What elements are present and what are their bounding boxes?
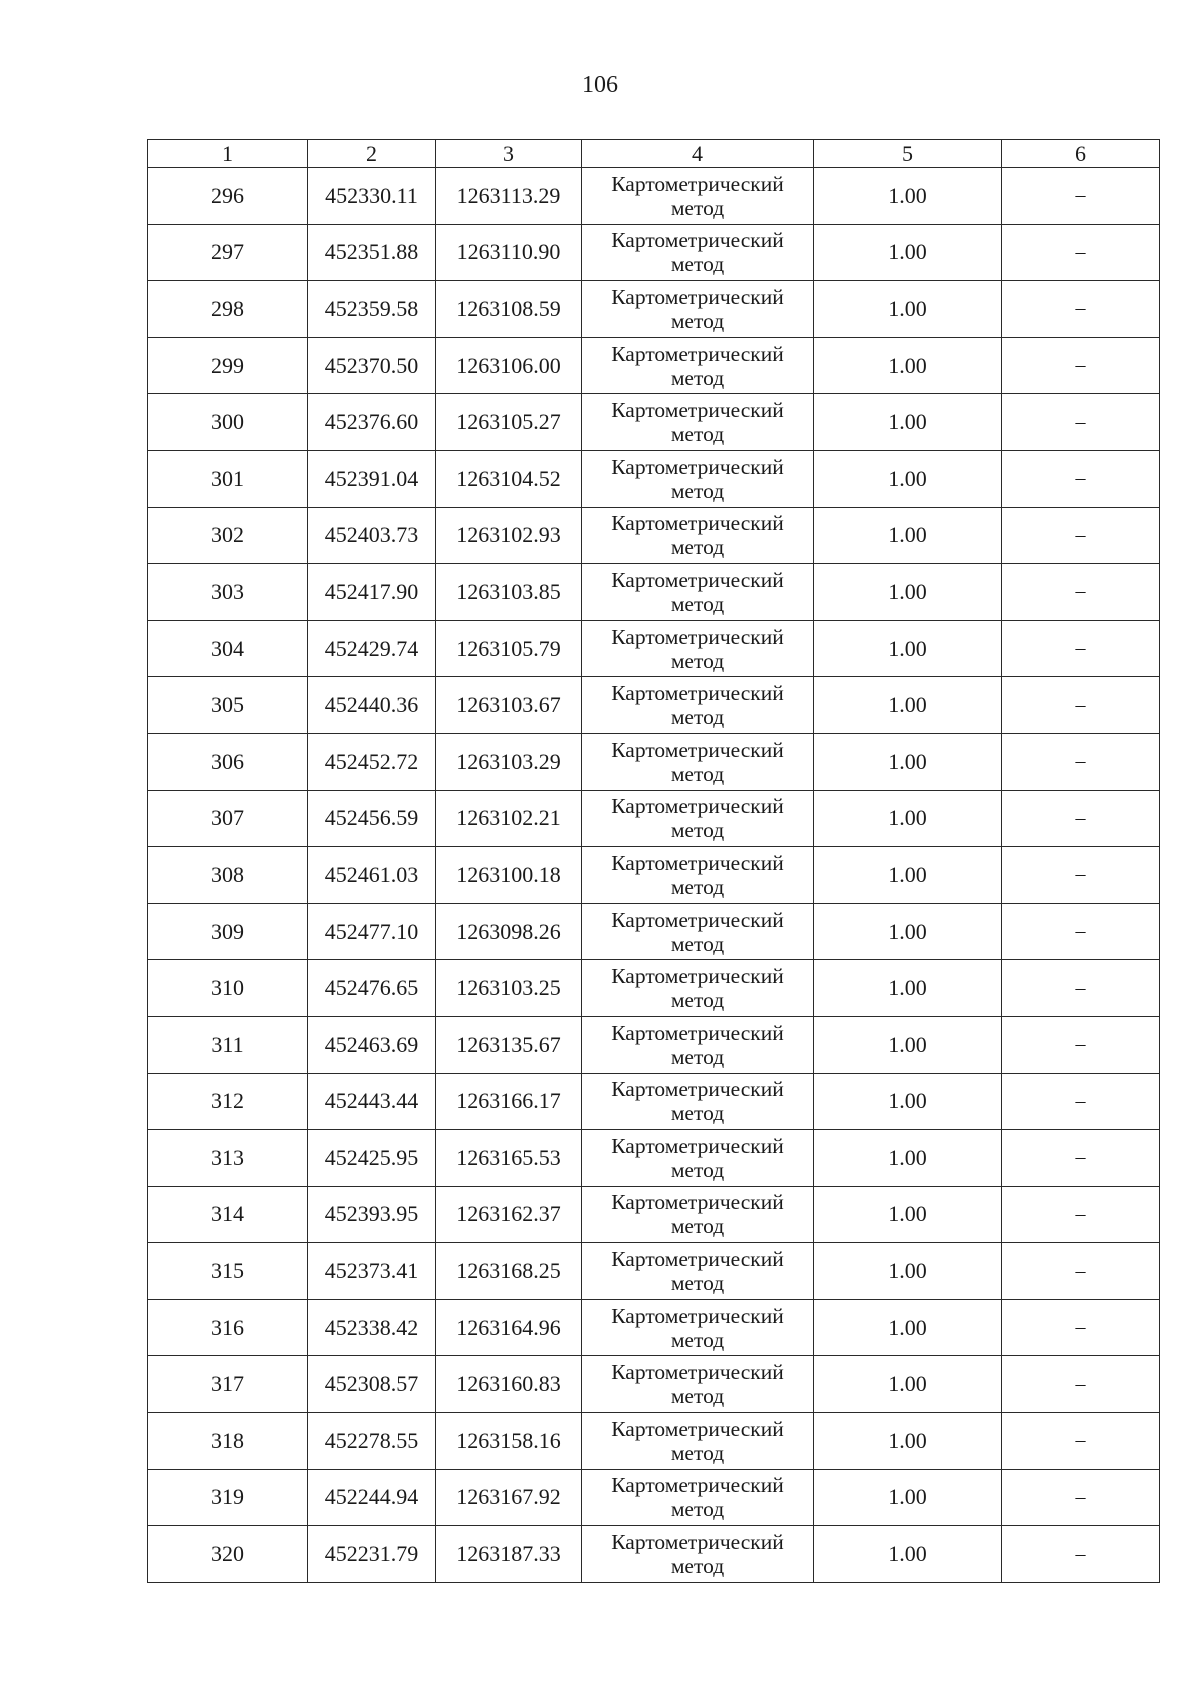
x-coordinate-cell: 452452.72	[308, 733, 436, 790]
x-coordinate-cell: 452443.44	[308, 1073, 436, 1130]
accuracy-cell: 1.00	[814, 394, 1002, 451]
method-cell: Картометрический метод	[582, 903, 814, 960]
x-coordinate-cell: 452440.36	[308, 677, 436, 734]
y-coordinate-cell: 1263167.92	[436, 1469, 582, 1526]
method-cell: Картометрический метод	[582, 790, 814, 847]
x-coordinate-cell: 452391.04	[308, 450, 436, 507]
method-cell: Картометрический метод	[582, 1413, 814, 1470]
y-coordinate-cell: 1263103.29	[436, 733, 582, 790]
note-cell: –	[1002, 507, 1160, 564]
table-row	[148, 1186, 1160, 1243]
method-cell: Картометрический метод	[582, 564, 814, 621]
y-coordinate-cell: 1263164.96	[436, 1299, 582, 1356]
note-cell: –	[1002, 733, 1160, 790]
accuracy-cell: 1.00	[814, 281, 1002, 338]
note-cell: –	[1002, 224, 1160, 281]
x-coordinate-cell: 452461.03	[308, 847, 436, 904]
note-cell: –	[1002, 1299, 1160, 1356]
method-cell: Картометрический метод	[582, 1130, 814, 1187]
table-row	[148, 847, 1160, 904]
method-cell: Картометрический метод	[582, 1526, 814, 1583]
x-coordinate-cell: 452370.50	[308, 337, 436, 394]
method-cell: Картометрический метод	[582, 1243, 814, 1300]
x-coordinate-cell: 452477.10	[308, 903, 436, 960]
y-coordinate-cell: 1263106.00	[436, 337, 582, 394]
x-coordinate-cell: 452429.74	[308, 620, 436, 677]
x-coordinate-cell: 452476.65	[308, 960, 436, 1017]
method-cell: Картометрический метод	[582, 337, 814, 394]
method-cell: Картометрический метод	[582, 1356, 814, 1413]
table-row	[148, 1243, 1160, 1300]
table-row	[148, 620, 1160, 677]
method-cell: Картометрический метод	[582, 1073, 814, 1130]
y-coordinate-cell: 1263098.26	[436, 903, 582, 960]
y-coordinate-cell: 1263104.52	[436, 450, 582, 507]
point-number-cell: 308	[148, 847, 308, 904]
accuracy-cell: 1.00	[814, 1073, 1002, 1130]
accuracy-cell: 1.00	[814, 224, 1002, 281]
point-number-cell: 307	[148, 790, 308, 847]
note-cell: –	[1002, 847, 1160, 904]
x-coordinate-cell: 452231.79	[308, 1526, 436, 1583]
point-number-cell: 313	[148, 1130, 308, 1187]
method-cell: Картометрический метод	[582, 847, 814, 904]
note-cell: –	[1002, 1186, 1160, 1243]
note-cell: –	[1002, 1469, 1160, 1526]
y-coordinate-cell: 1263165.53	[436, 1130, 582, 1187]
y-coordinate-cell: 1263113.29	[436, 168, 582, 225]
y-coordinate-cell: 1263105.79	[436, 620, 582, 677]
point-number-cell: 306	[148, 733, 308, 790]
header-col-3: 3	[436, 140, 582, 168]
header-col-2: 2	[308, 140, 436, 168]
header-col-5: 5	[814, 140, 1002, 168]
point-number-cell: 309	[148, 903, 308, 960]
accuracy-cell: 1.00	[814, 450, 1002, 507]
table-row	[148, 790, 1160, 847]
table-row	[148, 281, 1160, 338]
point-number-cell: 314	[148, 1186, 308, 1243]
table-row	[148, 1413, 1160, 1470]
note-cell: –	[1002, 1016, 1160, 1073]
method-cell: Картометрический метод	[582, 394, 814, 451]
x-coordinate-cell: 452244.94	[308, 1469, 436, 1526]
accuracy-cell: 1.00	[814, 733, 1002, 790]
method-cell: Картометрический метод	[582, 224, 814, 281]
y-coordinate-cell: 1263187.33	[436, 1526, 582, 1583]
table-row	[148, 394, 1160, 451]
x-coordinate-cell: 452417.90	[308, 564, 436, 621]
accuracy-cell: 1.00	[814, 677, 1002, 734]
accuracy-cell: 1.00	[814, 1016, 1002, 1073]
table-row	[148, 1016, 1160, 1073]
accuracy-cell: 1.00	[814, 337, 1002, 394]
table-row	[148, 450, 1160, 507]
header-row	[148, 140, 1160, 168]
accuracy-cell: 1.00	[814, 1526, 1002, 1583]
x-coordinate-cell: 452373.41	[308, 1243, 436, 1300]
point-number-cell: 297	[148, 224, 308, 281]
table-row	[148, 1073, 1160, 1130]
note-cell: –	[1002, 337, 1160, 394]
method-cell: Картометрический метод	[582, 733, 814, 790]
note-cell: –	[1002, 677, 1160, 734]
point-number-cell: 303	[148, 564, 308, 621]
accuracy-cell: 1.00	[814, 790, 1002, 847]
point-number-cell: 304	[148, 620, 308, 677]
accuracy-cell: 1.00	[814, 1130, 1002, 1187]
header-col-6: 6	[1002, 140, 1160, 168]
method-cell: Картометрический метод	[582, 1469, 814, 1526]
method-cell: Картометрический метод	[582, 507, 814, 564]
x-coordinate-cell: 452463.69	[308, 1016, 436, 1073]
point-number-cell: 312	[148, 1073, 308, 1130]
accuracy-cell: 1.00	[814, 1243, 1002, 1300]
accuracy-cell: 1.00	[814, 903, 1002, 960]
y-coordinate-cell: 1263102.93	[436, 507, 582, 564]
table-row	[148, 1469, 1160, 1526]
note-cell: –	[1002, 450, 1160, 507]
accuracy-cell: 1.00	[814, 960, 1002, 1017]
point-number-cell: 319	[148, 1469, 308, 1526]
table-row	[148, 1299, 1160, 1356]
note-cell: –	[1002, 1356, 1160, 1413]
table-row	[148, 507, 1160, 564]
point-number-cell: 316	[148, 1299, 308, 1356]
accuracy-cell: 1.00	[814, 1413, 1002, 1470]
point-number-cell: 315	[148, 1243, 308, 1300]
method-cell: Картометрический метод	[582, 1186, 814, 1243]
accuracy-cell: 1.00	[814, 168, 1002, 225]
method-cell: Картометрический метод	[582, 677, 814, 734]
table-row	[148, 1356, 1160, 1413]
table-row	[148, 1526, 1160, 1583]
note-cell: –	[1002, 1243, 1160, 1300]
accuracy-cell: 1.00	[814, 1356, 1002, 1413]
table-row	[148, 337, 1160, 394]
table-row	[148, 960, 1160, 1017]
y-coordinate-cell: 1263135.67	[436, 1016, 582, 1073]
method-cell: Картометрический метод	[582, 1016, 814, 1073]
point-number-cell: 302	[148, 507, 308, 564]
x-coordinate-cell: 452359.58	[308, 281, 436, 338]
y-coordinate-cell: 1263103.85	[436, 564, 582, 621]
accuracy-cell: 1.00	[814, 1299, 1002, 1356]
note-cell: –	[1002, 281, 1160, 338]
y-coordinate-cell: 1263102.21	[436, 790, 582, 847]
coordinates-table	[147, 139, 1160, 1583]
accuracy-cell: 1.00	[814, 564, 1002, 621]
x-coordinate-cell: 452456.59	[308, 790, 436, 847]
header-col-1: 1	[148, 140, 308, 168]
method-cell: Картометрический метод	[582, 620, 814, 677]
y-coordinate-cell: 1263103.25	[436, 960, 582, 1017]
x-coordinate-cell: 452308.57	[308, 1356, 436, 1413]
table-header	[148, 140, 1160, 168]
accuracy-cell: 1.00	[814, 507, 1002, 564]
note-cell: –	[1002, 790, 1160, 847]
method-cell: Картометрический метод	[582, 168, 814, 225]
method-cell: Картометрический метод	[582, 281, 814, 338]
point-number-cell: 301	[148, 450, 308, 507]
table-row	[148, 733, 1160, 790]
x-coordinate-cell: 452278.55	[308, 1413, 436, 1470]
y-coordinate-cell: 1263100.18	[436, 847, 582, 904]
method-cell: Картометрический метод	[582, 1299, 814, 1356]
method-cell: Картометрический метод	[582, 450, 814, 507]
note-cell: –	[1002, 620, 1160, 677]
accuracy-cell: 1.00	[814, 1186, 1002, 1243]
y-coordinate-cell: 1263168.25	[436, 1243, 582, 1300]
x-coordinate-cell: 452351.88	[308, 224, 436, 281]
point-number-cell: 318	[148, 1413, 308, 1470]
point-number-cell: 320	[148, 1526, 308, 1583]
y-coordinate-cell: 1263162.37	[436, 1186, 582, 1243]
point-number-cell: 310	[148, 960, 308, 1017]
note-cell: –	[1002, 1073, 1160, 1130]
x-coordinate-cell: 452425.95	[308, 1130, 436, 1187]
point-number-cell: 317	[148, 1356, 308, 1413]
y-coordinate-cell: 1263160.83	[436, 1356, 582, 1413]
accuracy-cell: 1.00	[814, 1469, 1002, 1526]
point-number-cell: 311	[148, 1016, 308, 1073]
note-cell: –	[1002, 168, 1160, 225]
table-row	[148, 1130, 1160, 1187]
point-number-cell: 296	[148, 168, 308, 225]
y-coordinate-cell: 1263166.17	[436, 1073, 582, 1130]
page-number: 106	[582, 72, 618, 98]
table-row	[148, 677, 1160, 734]
y-coordinate-cell: 1263110.90	[436, 224, 582, 281]
y-coordinate-cell: 1263103.67	[436, 677, 582, 734]
x-coordinate-cell: 452338.42	[308, 1299, 436, 1356]
point-number-cell: 300	[148, 394, 308, 451]
point-number-cell: 305	[148, 677, 308, 734]
x-coordinate-cell: 452376.60	[308, 394, 436, 451]
table-row	[148, 564, 1160, 621]
accuracy-cell: 1.00	[814, 847, 1002, 904]
table-row	[148, 168, 1160, 225]
y-coordinate-cell: 1263108.59	[436, 281, 582, 338]
note-cell: –	[1002, 903, 1160, 960]
x-coordinate-cell: 452393.95	[308, 1186, 436, 1243]
x-coordinate-cell: 452330.11	[308, 168, 436, 225]
point-number-cell: 299	[148, 337, 308, 394]
note-cell: –	[1002, 564, 1160, 621]
note-cell: –	[1002, 1130, 1160, 1187]
table-row	[148, 903, 1160, 960]
note-cell: –	[1002, 394, 1160, 451]
note-cell: –	[1002, 1413, 1160, 1470]
header-col-4: 4	[582, 140, 814, 168]
note-cell: –	[1002, 960, 1160, 1017]
x-coordinate-cell: 452403.73	[308, 507, 436, 564]
point-number-cell: 298	[148, 281, 308, 338]
y-coordinate-cell: 1263158.16	[436, 1413, 582, 1470]
table-row	[148, 224, 1160, 281]
accuracy-cell: 1.00	[814, 620, 1002, 677]
y-coordinate-cell: 1263105.27	[436, 394, 582, 451]
note-cell: –	[1002, 1526, 1160, 1583]
table-body	[148, 168, 1160, 1583]
method-cell: Картометрический метод	[582, 960, 814, 1017]
